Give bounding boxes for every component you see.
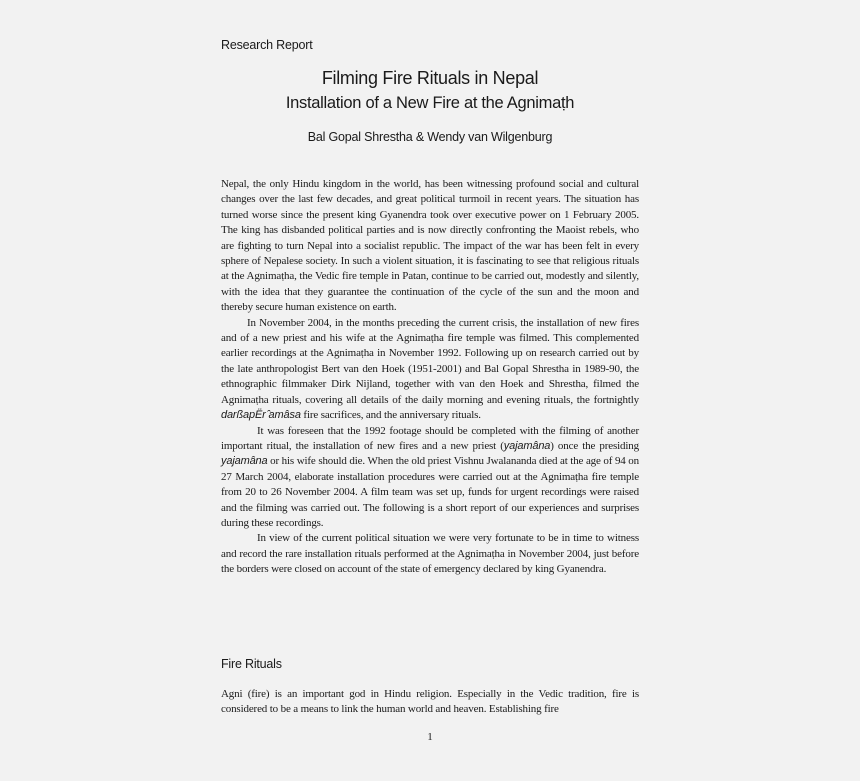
paragraph-3-middle: ) once the presiding [550,439,639,452]
section-paragraph: Agni (fire) is an important god in Hindu religion. Especially in the Vedic tradition, fire is considered to be a means to link the human world and heaven. Establishing fire [221,688,639,716]
report-type-label: Research Report [221,38,313,52]
paper-subtitle: Installation of a New Fire at the Agnimaṭh [285,94,575,112]
paragraph-2-tail: fire sacrifices, and the anniversary rituals. [300,409,481,422]
paragraph-3 [221,424,639,532]
paragraph-4-text: In view of the current political situation we were very fortunate to be in time to witness and record the rare installation rituals performed at the Agnimaṭha in November 2004, just before the borders were closed on account of the state of emergency declared by king Gyanendra. [221,532,639,576]
paragraph-1 [221,177,639,316]
paragraph-3-tail: or his wife should die. When the old priest Vishnu Jwalananda died at the age of 94 on 27 March 2004, elaborate installation procedures were carried out at the Agnimaṭha fire temple from 20 to 26 November 2004. A film team was set up, funds for urgent recordings were raised and the filming was carried out. The following is a short report of our experiences and surprises during these recordings. [221,455,639,529]
section-body [221,687,639,718]
paragraph-3-italic-term-1: yajamâna [503,439,551,452]
paragraph-2 [221,316,639,424]
paragraph-3-text: It was foreseen that the 1992 footage should be completed with the filming of another important ritual, the installation of new fires and a new priest ( [221,424,639,452]
paragraph-2-text: In November 2004, in the months preceding the current crisis, the installation of new fires and of a new priest and his wife at the Agnimaṭha fire temple was filmed. This complemented earlier recordings at the Agnimaṭha in November 1992. Following up on research carried out by the late anthropologist Bert van den Hoek (1951-2001) and Bal Gopal Shrestha in 1989-90, the ethnographic filmmaker Dirk Nijland, together with van den Hoek and Shrestha, filmed the Agnimaṭha rituals, covering all details of the daily morning and evening rituals, the fortnightly [221,316,639,406]
body-text [221,177,639,578]
paragraph-2-italic-term: darßapËr ̂amâsa [221,409,301,422]
paragraph-3-italic-term-2: yajamâna [221,455,268,468]
paper-authors: Bal Gopal Shrestha & Wendy van Wilgenburg [307,130,553,144]
page-number: 1 [427,731,433,743]
paragraph-1-text: Nepal, the only Hindu kingdom in the world, has been witnessing profound social and cultural changes over the last few decades, and great political turmoil in recent years. The situation has turned worse since the present king Gyanendra took over executive power on 1 February 2005. The king has disbanded political parties and is now directly confronting the Maoist rebels, who are fighting to turn Nepal into a socialist republic. The impact of the war has been felt in every sphere of Nepalese society. In such a violent situation, it is fascinating to see that religious rituals at the Agnimaṭha, the Vedic fire temple in Patan, continue to be carried out, modestly and silently, with the idea that they guarantee the continuation of the cycle of the sun and the moon and thereby secure human existence on earth. [221,178,639,314]
section-heading: Fire Rituals [221,657,282,671]
paragraph-4 [221,531,639,577]
paper-title: Filming Fire Rituals in Nepal [321,68,539,88]
